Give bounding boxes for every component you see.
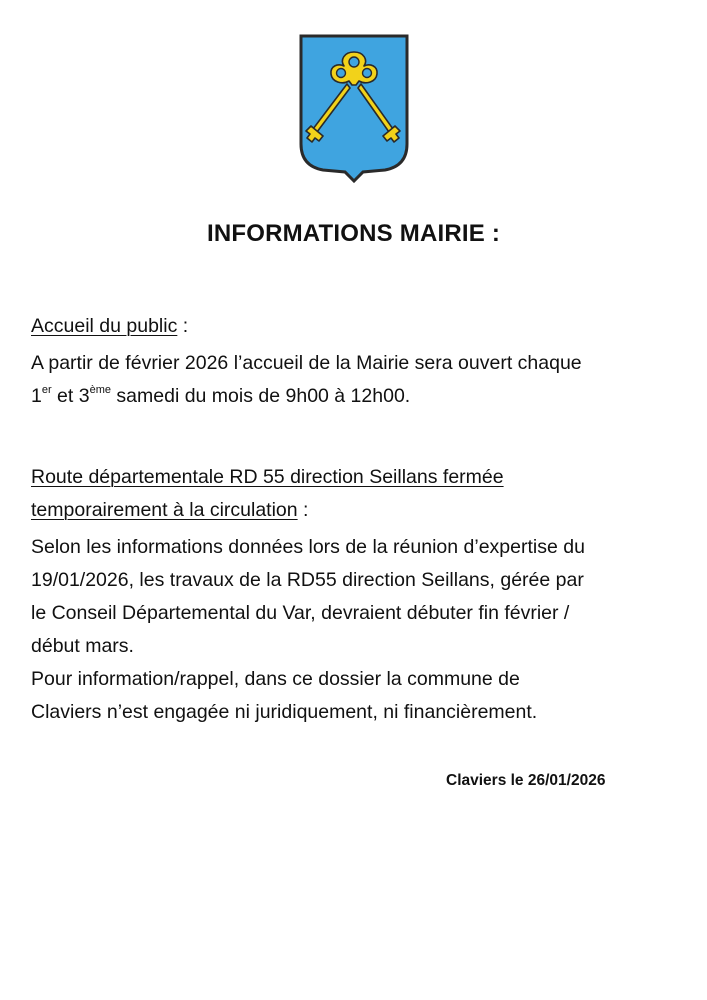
page-title: INFORMATIONS MAIRIE : [206, 220, 501, 247]
reception-text-line-2: 1er et 3ème samedi du mois de 9h00 à 12h00. [31, 384, 411, 407]
section-heading-reception: Accueil du public [31, 315, 178, 337]
road-text-line: début mars. [31, 635, 134, 657]
section-public-reception [31, 310, 691, 413]
signature-date: Claviers le 26/01/2026 [446, 772, 606, 789]
section-heading-road-line-1: Route départementale RD 55 direction Seillans fermée [31, 466, 504, 488]
reception-text-line-1: A partir de février 2026 l’accueil de la Mairie sera ouvert chaque [31, 352, 582, 374]
section-heading-road-line-2: temporairement à la circulation : [31, 499, 309, 521]
road-text-line: le Conseil Départemental du Var, devraient débuter fin février / [31, 602, 570, 624]
road-text-line: Claviers n’est engagée ni juridiquement, ni financièrement. [31, 701, 538, 723]
section-road-closure [31, 461, 691, 729]
heading-colon: : [177, 315, 189, 337]
road-text-line: Pour information/rappel, dans ce dossier la commune de [31, 668, 520, 690]
road-text-line: 19/01/2026, les travaux de la RD55 direction Seillans, gérée par [31, 569, 584, 591]
road-text-line: Selon les informations données lors de la réunion d’expertise du [31, 536, 585, 558]
coat-of-arms-icon [297, 32, 411, 184]
